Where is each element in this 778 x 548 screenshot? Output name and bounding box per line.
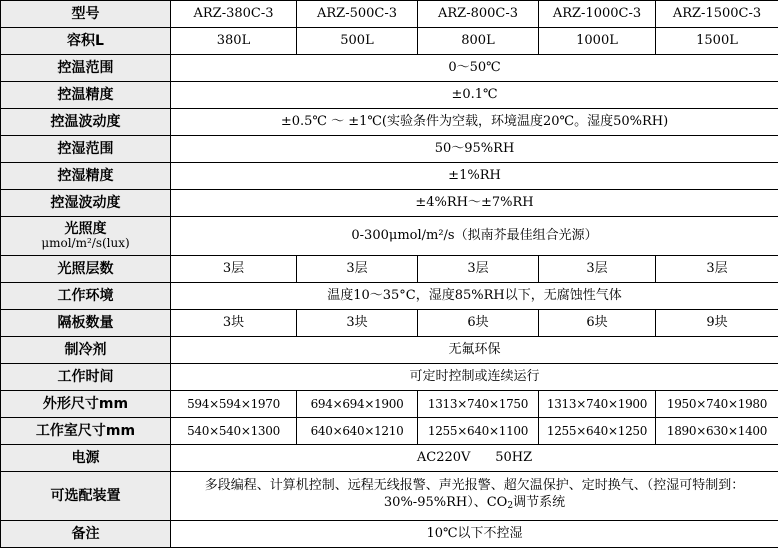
volume-5: 1500L	[656, 28, 778, 54]
chamber-size-3: 1255×640×1100	[418, 418, 538, 444]
outer-size-5: 1950×740×1980	[656, 391, 778, 417]
humidity-range-label: 控湿范围	[1, 136, 170, 162]
shelves-label: 隔板数量	[1, 310, 170, 336]
work-time-label: 工作时间	[1, 364, 170, 390]
outer-size-3: 1313×740×1750	[418, 391, 538, 417]
chamber-size-5: 1890×630×1400	[656, 418, 778, 444]
illuminance-label	[1, 217, 170, 255]
outer-size-label: 外形尺寸mm	[1, 391, 170, 417]
model-1: ARZ-380C-3	[171, 1, 296, 27]
row-chamber-size	[1, 418, 778, 444]
row-model	[1, 1, 778, 27]
temp-fluctuation-label: 控温波动度	[1, 109, 170, 135]
environment-value: 温度10～35°C，湿度85%RH以下，无腐蚀性气体	[171, 283, 778, 309]
row-options	[1, 472, 778, 520]
temp-precision-value: ±0.1℃	[171, 82, 778, 108]
row-light-layers	[1, 256, 778, 282]
row-temp-precision	[1, 82, 778, 108]
row-illuminance	[1, 217, 778, 255]
model-label: 型号	[1, 1, 170, 27]
shelves-4: 6块	[539, 310, 655, 336]
options-subscript: 2	[507, 501, 514, 511]
volume-label: 容积L	[1, 28, 170, 54]
chamber-size-label: 工作室尺寸mm	[1, 418, 170, 444]
volume-2: 500L	[297, 28, 417, 54]
model-3: ARZ-800C-3	[418, 1, 538, 27]
row-remarks	[1, 521, 778, 547]
work-time-value: 可定时控制或连续运行	[171, 364, 778, 390]
power-value: AC220V 50HZ	[171, 445, 778, 471]
temp-fluctuation-value: ±0.5℃ ～ ±1℃(实验条件为空载，环境温度20℃。湿度50%RH)	[171, 109, 778, 135]
humidity-precision-value: ±1%RH	[171, 163, 778, 189]
row-outer-size	[1, 391, 778, 417]
remarks-label: 备注	[1, 521, 170, 547]
row-refrigerant	[1, 337, 778, 363]
outer-size-1: 594×594×1970	[171, 391, 296, 417]
illuminance-label-line1: 光照度	[64, 221, 107, 237]
illuminance-value: 0-300μmol/m²/s（拟南芥最佳组合光源）	[171, 217, 778, 255]
shelves-1: 3块	[171, 310, 296, 336]
options-text-end: 调节系统	[513, 495, 566, 510]
row-environment	[1, 283, 778, 309]
row-humidity-precision	[1, 163, 778, 189]
light-layers-4: 3层	[539, 256, 655, 282]
humidity-precision-label: 控湿精度	[1, 163, 170, 189]
model-4: ARZ-1000C-3	[539, 1, 655, 27]
chamber-size-2: 640×640×1210	[297, 418, 417, 444]
light-layers-label: 光照层数	[1, 256, 170, 282]
row-humidity-range	[1, 136, 778, 162]
refrigerant-label: 制冷剂	[1, 337, 170, 363]
volume-4: 1000L	[539, 28, 655, 54]
options-text: 多段编程、计算机控制、远程无线报警、声光报警、超欠温保护、定时换气、（控湿可特制到：30%-95%RH）、CO	[204, 478, 745, 510]
volume-3: 800L	[418, 28, 538, 54]
humidity-range-value: 50～95%RH	[171, 136, 778, 162]
temp-range-label: 控温范围	[1, 55, 170, 81]
chamber-size-1: 540×540×1300	[171, 418, 296, 444]
shelves-3: 6块	[418, 310, 538, 336]
remarks-value: 10℃以下不控湿	[171, 521, 778, 547]
row-humidity-fluctuation	[1, 190, 778, 216]
light-layers-5: 3层	[656, 256, 778, 282]
model-2: ARZ-500C-3	[297, 1, 417, 27]
row-volume	[1, 28, 778, 54]
light-layers-2: 3层	[297, 256, 417, 282]
options-label: 可选配装置	[1, 472, 170, 520]
temp-range-value: 0～50℃	[171, 55, 778, 81]
row-power	[1, 445, 778, 471]
shelves-2: 3块	[297, 310, 417, 336]
humidity-fluctuation-label: 控湿波动度	[1, 190, 170, 216]
volume-1: 380L	[171, 28, 296, 54]
outer-size-2: 694×694×1900	[297, 391, 417, 417]
row-temp-range	[1, 55, 778, 81]
environment-label: 工作环境	[1, 283, 170, 309]
illuminance-label-line2: μmol/m²/s(lux)	[41, 236, 130, 250]
temp-precision-label: 控温精度	[1, 82, 170, 108]
light-layers-1: 3层	[171, 256, 296, 282]
refrigerant-value: 无氟环保	[171, 337, 778, 363]
shelves-5: 9块	[656, 310, 778, 336]
light-layers-3: 3层	[418, 256, 538, 282]
row-shelves	[1, 310, 778, 336]
model-5: ARZ-1500C-3	[656, 1, 778, 27]
outer-size-4: 1313×740×1900	[539, 391, 655, 417]
chamber-size-4: 1255×640×1250	[539, 418, 655, 444]
row-temp-fluctuation	[1, 109, 778, 135]
power-label: 电源	[1, 445, 170, 471]
options-value	[171, 472, 778, 520]
humidity-fluctuation-value: ±4%RH～±7%RH	[171, 190, 778, 216]
row-work-time	[1, 364, 778, 390]
